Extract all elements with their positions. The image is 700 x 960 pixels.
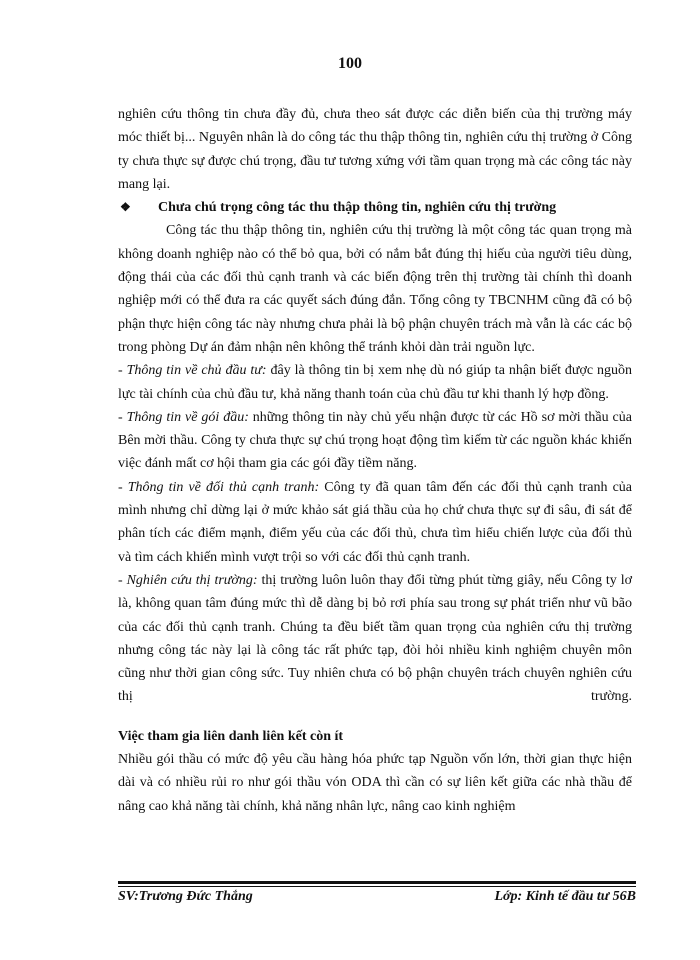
list-item [118, 569, 632, 709]
page-body [118, 103, 632, 818]
item-text: thị trường luôn luôn thay đổi từng phút từng giây, nếu Công ty lơ là, không quan tâm đúng mức thì dễ dàng bị bỏ rơi phía sau trong sự phát triển như vũ bão của các đối thủ cạnh tranh. Chúng ta đều biết tầm quan trọng của nghiên cứu thị trường nhưng công tác này lại là công tác rất phức tạp, đòi hỏi nhiều kinh nghiệm chuyên môn cũng như thời gian công sức. Tuy nhiên chưa có bộ phận chuyên trách chuyên nghiên cứu thị trường. [118, 572, 632, 705]
diamond-bullet-icon: ❖ [120, 200, 131, 215]
intro-paragraph: nghiên cứu thông tin chưa đầy đủ, chưa theo sát được các diễn biến của thị trường máy móc thiết bị... Nguyên nhân là do công tác thu thập thông tin, nghiên cứu thị trường ở Công ty chưa thực sự được chú trọng, đầu tư tương xứng với tầm quan trọng mà các công tác này mang lại. [118, 107, 632, 192]
list-item [118, 359, 632, 406]
list-item [118, 476, 632, 569]
item-label: - Nghiên cứu thị trường: [118, 572, 258, 588]
footer-class: Lớp: Kinh tế đầu tư 56B [494, 889, 636, 904]
item-text: những thông tin này chủ yếu nhận được từ các Hồ sơ mời thầu của Bên mời thầu. Công ty chưa thực sự chú trọng hoạt động tìm kiếm từ các nguồn khác khiến việc đánh mất cơ hội tham gia các gói đầy tiềm năng. [118, 409, 632, 472]
list-item [118, 406, 632, 476]
main-paragraph: Công tác thu thập thông tin, nghiên cứu thị trường là một công tác quan trọng mà không doanh nghiệp nào có thể bỏ qua, bởi có nắm bắt đúng thị hiếu của người tiêu dùng, động thái của các đối thủ cạnh tranh và các biến động trên thị trường tài chính thì doanh nghiệp mới có thể đưa ra các quyết sách đúng đắn. Tổng công ty TBCNHM cũng đã có bộ phận thực hiện công tác này nhưng chưa phải là bộ phận chuyên trách mà vẫn là các các bộ trong phòng Dự án đảm nhận nên không thể tránh khỏi dàn trải nguồn lực. [118, 223, 632, 355]
page-footer [118, 889, 636, 905]
page-number: 100 [338, 55, 362, 72]
footer-student: SV:Trương Đức Thắng [118, 889, 253, 904]
section-title: Việc tham gia liên danh liên kết còn ít [118, 728, 344, 744]
item-label: - Thông tin về đối thủ cạnh tranh: [118, 479, 320, 495]
bullet-heading [118, 196, 632, 219]
footer-divider [118, 881, 636, 884]
bullet-heading-text: Chưa chú trọng công tác thu thập thông tin, nghiên cứu thị trường [158, 200, 557, 216]
footer-divider-thin [118, 886, 636, 887]
section-paragraph: Nhiều gói thầu có mức độ yêu cầu hàng hóa phức tạp Nguồn vốn lớn, thời gian thực hiện dài và có nhiều rủi ro như gói thầu vón ODA thì cần có sự liên kết giữa các nhà thầu để nâng cao khả năng tài chính, khả năng nhân lực, nâng cao kinh nghiệm [118, 752, 632, 814]
item-text: đây là thông tin bị xem nhẹ dù nó giúp ta nhận biết được nguồn lực tài chính của chủ đầu tư, khả năng thanh toán của chủ đầu tư khi thanh lý hợp đồng. [118, 363, 632, 402]
item-label: - Thông tin về gói đầu: [118, 409, 249, 425]
item-text: Công ty đã quan tâm đến các đối thủ cạnh tranh của mình nhưng chỉ dừng lại ở mức khảo sát giá thầu của họ chứ chưa thực sự đi sâu, đi sát để phân tích các điểm mạnh, điểm yếu của các đối thủ, chưa tìm hiểu chiến lược của đối thủ và tìm cách khiến mình vượt trội so với các đối thủ cạnh tranh. [118, 479, 632, 565]
item-label: - Thông tin về chủ đầu tư: [118, 363, 267, 379]
